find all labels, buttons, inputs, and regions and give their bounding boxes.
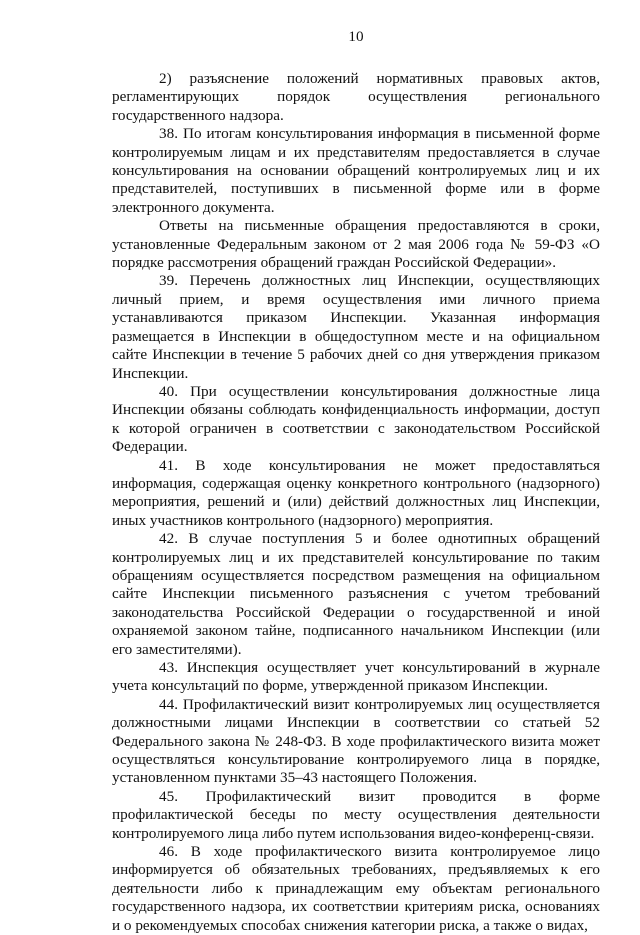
paragraph-item-2: 2) разъяснение положений нормативных правовых актов, регламентирующих порядок осуществления регионального государственного надзора. — [112, 70, 600, 124]
paragraph-45: 45. Профилактический визит проводится в форме профилактической беседы по месту осуществления деятельности контролируемого лица либо путем использования видео-конференц-связи. — [112, 787, 600, 842]
paragraph-46: 46. В ходе профилактического визита контролируемое лицо информируется об обязательных требованиях, предъявляемых к его деятельности либо к принадлежащим ему объектам регионального государственного надзора, их соответствии критериям риска, основаниях и о рекомендуемых способах снижения категории риска, а также о видах, — [112, 843, 600, 934]
paragraph-40: 40. При осуществлении консультирования должностные лица Инспекции обязаны соблюдать конфиденциальность информации, доступ к которой ограничен в соответствии с законодательством Российской Федерации. — [112, 382, 600, 456]
paragraph-43: 43. Инспекция осуществляет учет консультирований в журнале учета консультаций по форме, утвержденной приказом Инспекции. — [112, 659, 600, 695]
page-number: 10 — [348, 28, 364, 45]
paragraph-44: 44. Профилактический визит контролируемых лиц осуществляется должностными лицами Инспекции в соответствии со статьей 52 Федерального закона № 248-ФЗ. В ходе профилактического визита может осуществляться консультирование контролируемого лица в порядке, установленном пунктами 35–43 настоящего Положения. — [112, 695, 600, 787]
paragraph-42: 42. В случае поступления 5 и более однотипных обращений контролируемых лиц и их представителей консультирование по таким обращениям осуществляется посредством размещения на официальном сайте Инспекции письменного разъяснения с учетом требований законодательства Российской Федерации о государственной и иной охраняемой законом тайне, подписанного начальником Инспекции (или его заместителями). — [112, 530, 600, 658]
document-body — [112, 70, 600, 935]
paragraph-38-answers: Ответы на письменные обращения предоставляются в сроки, установленные Федеральным законом от 2 мая 2006 года № 59-ФЗ «О порядке рассмотрения обращений граждан Российской Федерации». — [112, 217, 600, 272]
paragraph-38: 38. По итогам консультирования информация в письменной форме контролируемым лицам и их представителям предоставляется в случае консультирования на основании обращений контролируемых лиц и их представителей, поступивших в письменной форме или в форме электронного документа. — [112, 125, 600, 216]
paragraph-41: 41. В ходе консультирования не может предоставляться информация, содержащая оценку конкретного контрольного (надзорного) мероприятия, решений и (или) действий должностных лиц Инспекции, иных участников контрольного (надзорного) мероприятия. — [112, 456, 600, 529]
paragraph-39: 39. Перечень должностных лиц Инспекции, осуществляющих личный прием, и время осуществления ими личного приема устанавливаются приказом Инспекции. Указанная информация размещается в Инспекции в общедоступном месте и на официальном сайте Инспекции в течение 5 рабочих дней со дня утверждения приказом Инспекции. — [112, 272, 600, 382]
